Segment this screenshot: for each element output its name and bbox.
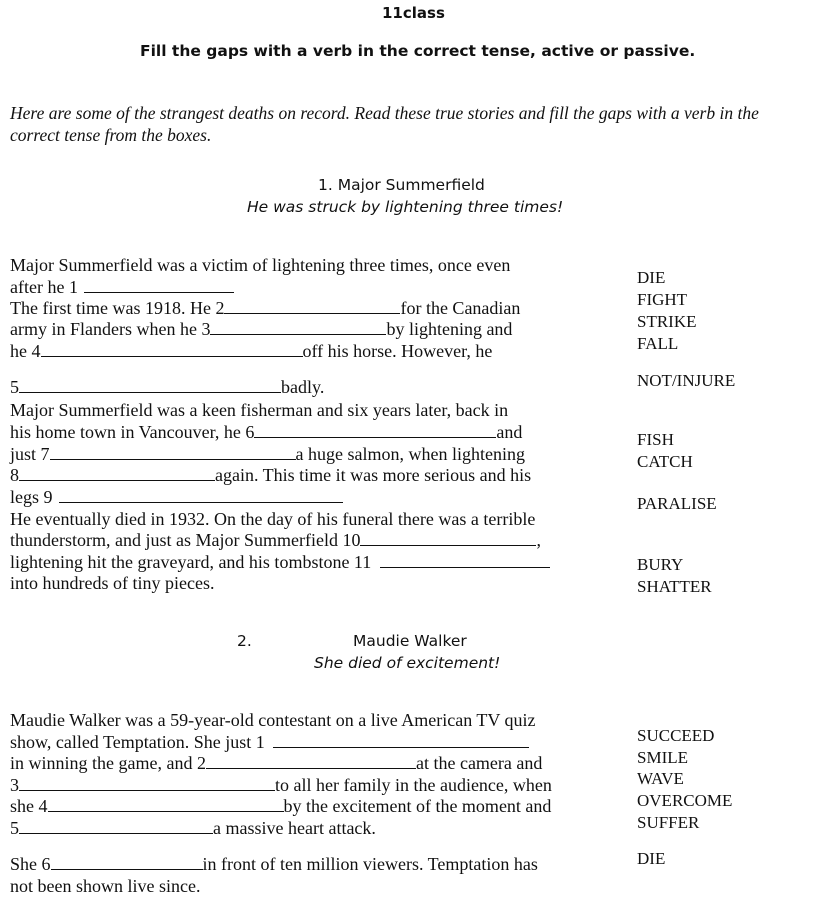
story1-text: again. This time it was more serious and his <box>215 465 532 485</box>
story1-verb: NOT/INJURE <box>637 371 736 390</box>
class-label: 11class <box>382 4 445 22</box>
gap-4[interactable] <box>41 343 303 357</box>
gap-7[interactable] <box>50 446 296 460</box>
story1-line-6 <box>10 377 324 397</box>
story1-line-15 <box>10 573 214 593</box>
story1-text: Major Summerfield was a victim of lightening three times, once even <box>10 255 511 275</box>
story1-line-1 <box>10 255 510 275</box>
story1-line-8 <box>10 422 522 442</box>
story1-verb: BURY <box>637 555 684 574</box>
story1-line-2 <box>10 277 234 297</box>
story2-text: in winning the game, and 2 <box>10 753 206 773</box>
gap-2[interactable] <box>224 300 400 314</box>
story2-subtitle: She died of excitement! <box>314 654 501 672</box>
gap-6[interactable] <box>254 424 496 438</box>
story2-line-3 <box>10 753 542 773</box>
gap-3[interactable] <box>210 321 386 335</box>
story2-text: to all her family in the audience, when <box>275 775 552 795</box>
gap-9[interactable] <box>59 489 343 503</box>
story2-line-6 <box>10 818 376 838</box>
story2-line-2 <box>10 732 529 752</box>
story1-verb: FIGHT <box>637 290 688 309</box>
gap-6[interactable] <box>51 856 203 870</box>
story1-line-13 <box>10 530 541 550</box>
story1-text: just 7 <box>10 444 50 464</box>
story1-verb: DIE <box>637 268 666 287</box>
story1-text: , <box>536 530 541 550</box>
story1-line-4 <box>10 319 512 339</box>
story1-text: badly. <box>281 377 325 397</box>
story2-text: 5 <box>10 818 19 838</box>
story2-verb: WAVE <box>637 769 684 788</box>
story2-text: a massive heart attack. <box>213 818 376 838</box>
gap-10[interactable] <box>360 532 536 546</box>
story1-verb: FISH <box>637 430 674 449</box>
task-instruction: Fill the gaps with a verb in the correct tense, active or passive. <box>140 42 696 60</box>
story2-number: 2. <box>237 632 252 650</box>
story1-text: Major Summerfield was a keen fisherman and six years later, back in <box>10 400 509 420</box>
story2-verb: OVERCOME <box>637 791 733 810</box>
story1-line-3 <box>10 298 520 318</box>
gap-8[interactable] <box>19 467 215 481</box>
gap-4[interactable] <box>48 798 284 812</box>
story1-text: he 4 <box>10 341 41 361</box>
story1-line-7 <box>10 400 508 420</box>
story2-line-7 <box>10 854 538 874</box>
gap-11[interactable] <box>380 554 550 568</box>
story1-title: 1. Major Summerfield <box>318 176 485 194</box>
story1-text: into hundreds of tiny pieces. <box>10 573 215 593</box>
story1-text: He eventually died in 1932. On the day of his funeral there was a terrible <box>10 509 536 529</box>
story1-subtitle: He was struck by lightening three times! <box>247 198 564 216</box>
intro-text: Here are some of the strangest deaths on record. Read these true stories and fill the gaps with a verb in the correct tense from the boxes. <box>10 103 759 145</box>
gap-5[interactable] <box>19 820 213 834</box>
story2-text: 3 <box>10 775 19 795</box>
story1-verb: STRIKE <box>637 312 697 331</box>
story2-text: she 4 <box>10 796 48 816</box>
story2-text: by the excitement of the moment and <box>283 796 552 816</box>
story1-text: after he 1 <box>10 277 78 297</box>
story2-verb: SUFFER <box>637 813 700 832</box>
story1-text: for the Canadian <box>400 298 521 318</box>
story1-line-11 <box>10 487 343 507</box>
story2-verb: SUCCEED <box>637 726 715 745</box>
story1-line-12 <box>10 509 535 529</box>
story2-text: not been shown live since. <box>10 876 201 896</box>
gap-1[interactable] <box>273 734 529 748</box>
gap-5[interactable] <box>19 379 281 393</box>
story2-title: Maudie Walker <box>353 632 467 650</box>
story2-line-5 <box>10 796 551 816</box>
story1-text: legs 9 <box>10 487 53 507</box>
gap-1[interactable] <box>84 279 234 293</box>
story1-text: army in Flanders when he 3 <box>10 319 211 339</box>
gap-2[interactable] <box>206 755 416 769</box>
story1-line-5 <box>10 341 492 361</box>
story1-text: 5 <box>10 377 19 397</box>
story1-text: a huge salmon, when lightening <box>295 444 525 464</box>
story2-verb: DIE <box>637 849 666 868</box>
story2-text: Maudie Walker was a 59-year-old contestant on a live American TV quiz <box>10 710 536 730</box>
story1-line-9 <box>10 444 525 464</box>
story1-text: lightening hit the graveyard, and his tombstone 11 <box>10 552 372 572</box>
story1-text: his home town in Vancouver, he 6 <box>10 422 255 442</box>
story1-text: 8 <box>10 465 19 485</box>
story1-verb: CATCH <box>637 452 693 471</box>
story2-text: show, called Temptation. She just 1 <box>10 732 265 752</box>
story2-line-1 <box>10 710 536 730</box>
story1-line-14 <box>10 552 550 572</box>
story2-verb: SMILE <box>637 748 688 767</box>
story1-text: and <box>496 422 523 442</box>
gap-3[interactable] <box>19 777 275 791</box>
story1-text: The first time was 1918. He 2 <box>10 298 225 318</box>
story2-line-8 <box>10 876 200 896</box>
story2-text: at the camera and <box>415 753 543 773</box>
story2-text: She 6 <box>10 854 51 874</box>
story1-verb: SHATTER <box>637 577 712 596</box>
story1-verb: FALL <box>637 334 679 353</box>
story1-verb: PARALISE <box>637 494 717 513</box>
story1-text: by lightening and <box>386 319 513 339</box>
story2-line-4 <box>10 775 552 795</box>
story1-text: thunderstorm, and just as Major Summerfield 10 <box>10 530 361 550</box>
story1-line-10 <box>10 465 531 485</box>
story1-text: off his horse. However, he <box>302 341 493 361</box>
story2-text: in front of ten million viewers. Temptation has <box>202 854 538 874</box>
